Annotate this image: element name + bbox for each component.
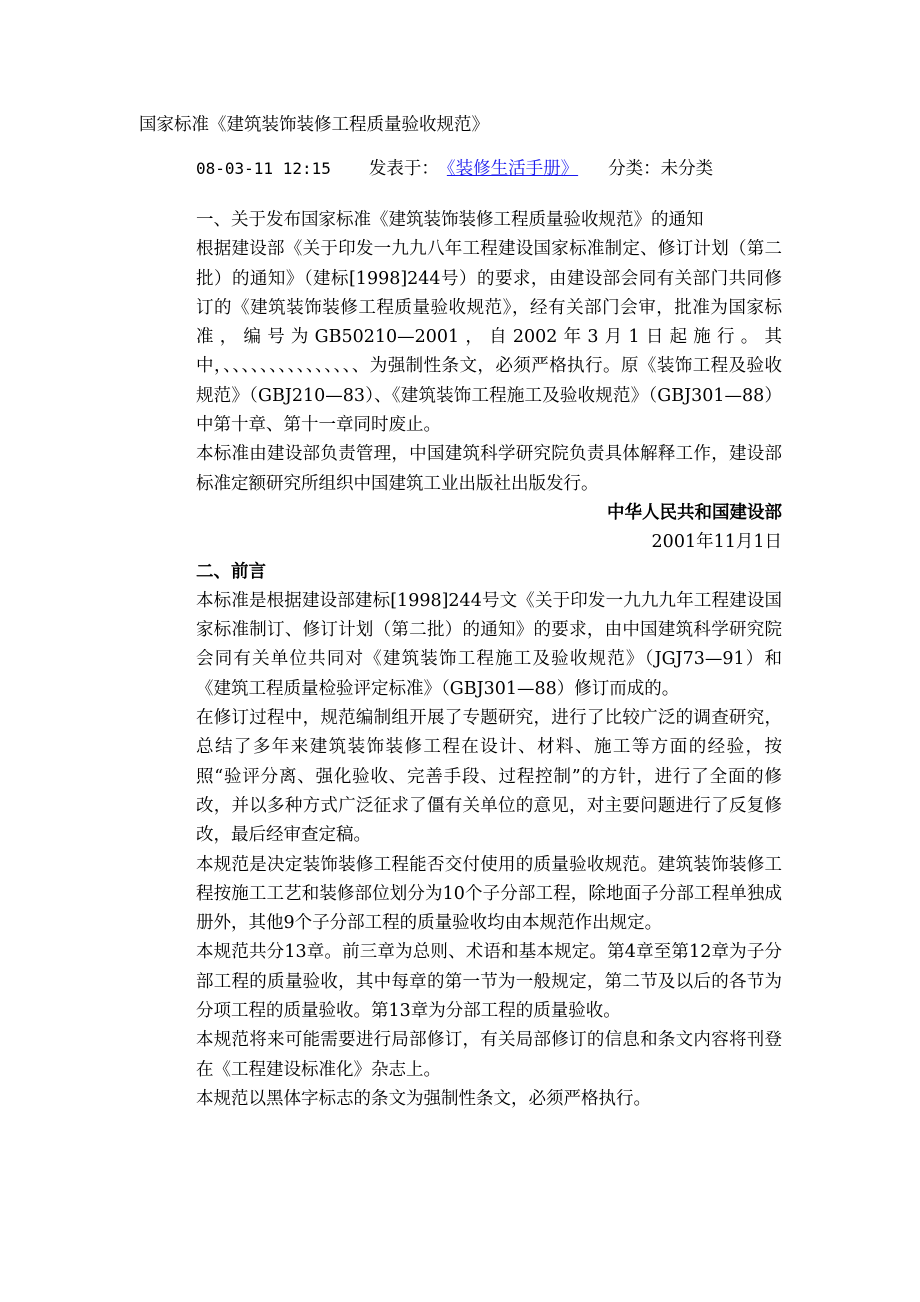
notice-paragraph: 本标准由建设部负责管理，中国建筑科学研究院负责具体解释工作，建设部标准定额研究所组织中国建筑工业出版社出版发行。 — [196, 444, 782, 494]
blog-link[interactable]: 《装修生活手册》 — [446, 159, 579, 179]
preface-paragraph: 本规范将来可能需要进行局部修订，有关局部修订的信息和条文内容将刊登在《工程建设标准化》杂志上。 — [196, 1030, 782, 1080]
published-label: 发表于： — [368, 159, 439, 179]
section1-heading: 一、关于发布国家标准《建筑装饰装修工程质量验收规范》的通知 — [196, 210, 704, 230]
section2-heading: 二、前言 — [196, 561, 266, 582]
article-body — [196, 206, 782, 1114]
notice-paragraph: 根据建设部《关于印发一九九八年工程建设国家标准制定、修订计划（第二批）的通知》（建标[1998]244号）的要求，由建设部会同有关部门共同修订的《建筑装饰装修工程质量验收规范》，经有关部门会审，批准为国家标准，编号为GB50210—2001，自2002年3月1日起施行。其中，、、、、、、、、、、、、、、、为强制性条文，必须严格执行。原《装饰工程及验收规范》（GBJ210—83）、《建筑装饰工程施工及验收规范》（GBJ301—88）中第十章、第十一章同时废止。 — [196, 239, 782, 436]
preface-paragraph: 本规范是决定装饰装修工程能否交付使用的质量验收规范。建筑装饰装修工程按施工工艺和装修部位划分为10个子分部工程，除地面子分部工程单独成册外，其他9个子分部工程的质量验收均由本规范作出规定。 — [196, 854, 782, 934]
preface-paragraph: 本规范共分13章。前三章为总则、术语和基本规定。第4章至第12章为子分部工程的质量验收，其中每章的第一节为一般规定，第二节及以后的各节为分项工程的质量验收。第13章为分部工程的质量验收。 — [196, 942, 782, 1022]
category-label: 分类：未分类 — [608, 159, 714, 179]
preface-paragraph: 在修订过程中，规范编制组开展了专题研究，进行了比较广泛的调查研究，总结了多年来建筑装饰装修工程在设计、材料、施工等方面的经验，按照“验评分离、强化验收、完善手段、过程控制”的方针，进行了全面的修改，并以多种方式广泛征求了僵有关单位的意见，对主要问题进行了反复修改，最后经审查定稿。 — [196, 708, 782, 846]
post-meta — [196, 156, 713, 182]
preface-paragraph: 本标准是根据建设部建标[1998]244号文《关于印发一九九九年工程建设国家标准制订、修订计划（第二批）的通知》的要求，由中国建筑科学研究院会同有关单位共同对《建筑装饰工程施工及验收规范》（JGJ73—91）和《建筑工程质量检验评定标准》（GBJ301—88）修订而成的。 — [196, 590, 782, 699]
preface-paragraph: 本规范以黑体字标志的条文为强制性条文，必须严格执行。 — [196, 1088, 651, 1109]
document-title: 国家标准《建筑装饰装修工程质量验收规范》 — [139, 115, 489, 135]
issuer-signature: 中华人民共和国建设部 — [607, 502, 782, 523]
issue-date: 2001年11月1日 — [651, 532, 782, 553]
post-datetime: 08-03-11 12:15 — [196, 159, 331, 178]
